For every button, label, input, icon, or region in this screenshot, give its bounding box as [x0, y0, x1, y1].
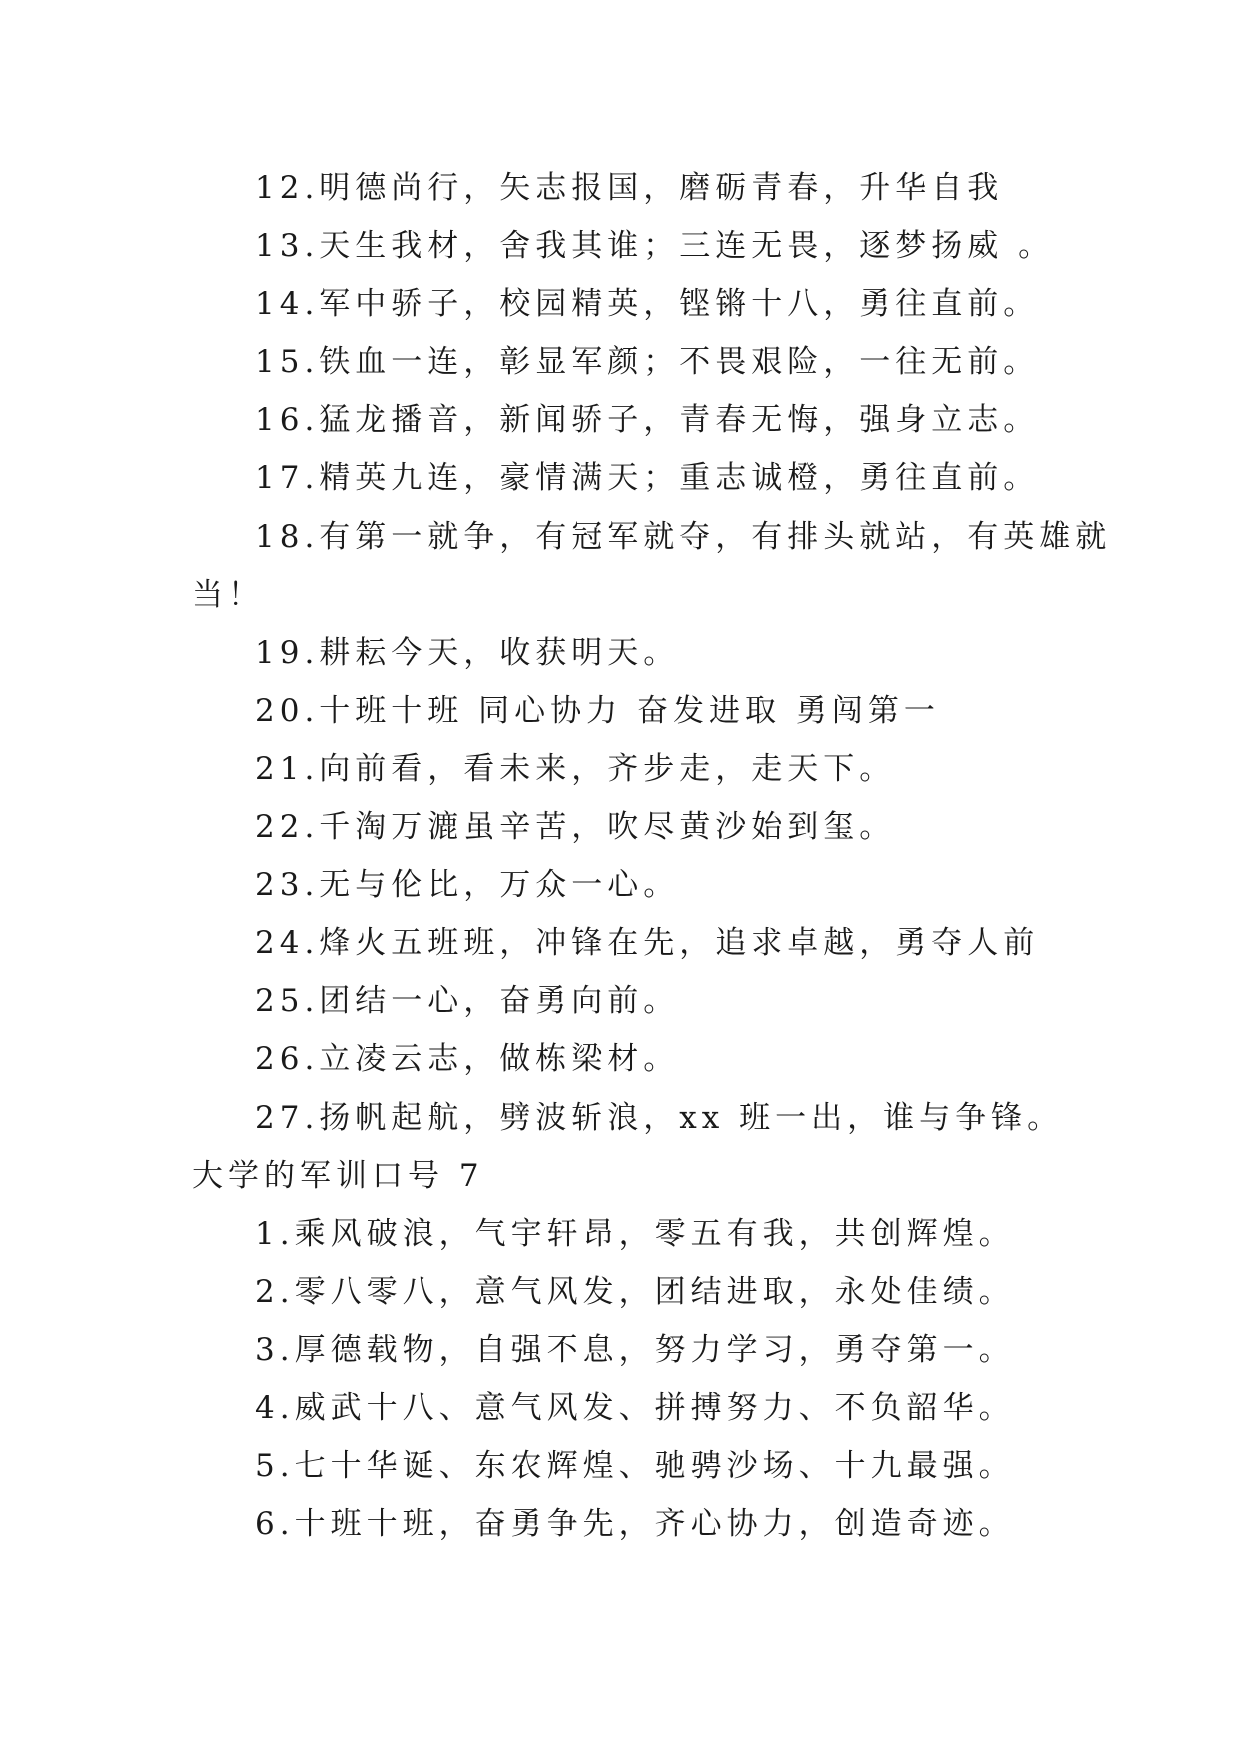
slogan-line-24: 24.烽火五班班，冲锋在先，追求卓越，勇夺人前	[255, 925, 1040, 962]
slogan-line-18-continuation: 当！	[192, 576, 264, 613]
section-heading: 大学的军训口号 7	[192, 1157, 484, 1194]
slogan-line-26: 26.立凌云志，做栋梁材。	[255, 1041, 680, 1078]
slogan-line-15: 15.铁血一连，彰显军颜；不畏艰险，一往无前。	[255, 344, 1040, 381]
slogan-line-20: 20.十班十班 同心协力 奋发进取 勇闯第一	[255, 692, 940, 729]
slogan-line-13: 13.天生我材，舍我其谁；三连无畏，逐梦扬威 。	[255, 228, 1055, 265]
slogan-line-12: 12.明德尚行，矢志报国，磨砺青春，升华自我	[255, 170, 1004, 206]
slogan-line-18: 18.有第一就争，有冠军就夺，有排头就站，有英雄就	[255, 518, 1112, 555]
slogan-7-line-5: 5.七十华诞、东农辉煌、驰骋沙场、十九最强。	[255, 1448, 1015, 1485]
slogan-line-23: 23.无与伦比，万众一心。	[255, 867, 680, 904]
document-body	[192, 159, 1112, 1553]
slogan-7-line-3: 3.厚德载物，自强不息，努力学习，勇夺第一。	[255, 1331, 1015, 1368]
slogan-line-14: 14.军中骄子，校园精英，铿锵十八，勇往直前。	[255, 286, 1040, 323]
slogan-line-17: 17.精英九连，豪情满天；重志诚橙，勇往直前。	[255, 460, 1040, 497]
slogan-line-27: 27.扬帆起航，劈波斩浪，xx 班一出，谁与争锋。	[255, 1099, 1064, 1136]
slogan-line-16: 16.猛龙播音，新闻骄子，青春无悔，强身立志。	[255, 402, 1040, 439]
slogan-line-19: 19.耕耘今天，收获明天。	[255, 634, 680, 671]
slogan-line-22: 22.千淘万漉虽辛苦，吹尽黄沙始到玺。	[255, 809, 896, 846]
slogan-7-line-6: 6.十班十班，奋勇争先，齐心协力，创造奇迹。	[255, 1506, 1015, 1543]
slogan-7-line-1: 1.乘风破浪，气宇轩昂，零五有我，共创辉煌。	[255, 1215, 1015, 1252]
slogan-7-line-4: 4.威武十八、意气风发、拼搏努力、不负韶华。	[255, 1389, 1015, 1426]
slogan-line-25: 25.团结一心，奋勇向前。	[255, 983, 680, 1020]
slogan-7-line-2: 2.零八零八，意气风发，团结进取，永处佳绩。	[255, 1273, 1015, 1310]
slogan-line-21: 21.向前看，看未来，齐步走，走天下。	[255, 750, 896, 787]
